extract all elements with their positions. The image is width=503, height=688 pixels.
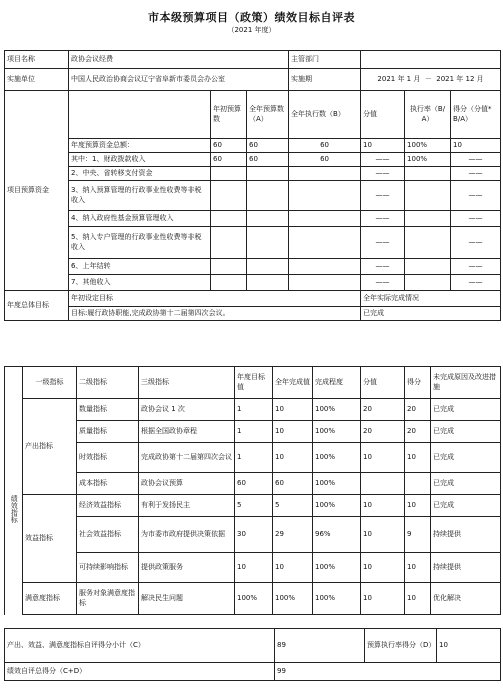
funds-row — [5, 167, 501, 181]
goal-actual-header: 全年实际完成情况 — [361, 291, 501, 307]
row-actual: 10 — [273, 443, 313, 473]
row-reason: 已完成 — [431, 473, 501, 495]
project-name-label: 项目名称 — [5, 51, 69, 69]
period-value — [361, 69, 501, 91]
row-result: 20 — [405, 421, 431, 443]
funds-row-label: 其中：1、财政拨款收入 — [69, 153, 211, 167]
funds-row-full-year — [247, 211, 289, 227]
funds-row-rate: 100% — [405, 139, 451, 153]
goal-planned-value: 目标:履行政协职能,完成政协第十二届第四次会议。 — [69, 307, 361, 321]
funds-row-score: —— — [361, 227, 405, 259]
unit-value: 中国人民政治协商会议辽宁省阜新市委员会办公室 — [69, 69, 289, 91]
row-actual: 10 — [273, 553, 313, 583]
funds-row-label: 5、纳入专户管理的行政事业性收费等非税收入 — [69, 227, 211, 259]
funds-row-label: 4、纳入政府性基金预算管理收入 — [69, 211, 211, 227]
indicator-row — [5, 421, 501, 443]
row-actual: 10 — [273, 421, 313, 443]
row-target: 100% — [235, 583, 273, 615]
funds-row-full-year: 60 — [247, 153, 289, 167]
row-score: 10 — [361, 583, 405, 615]
funds-row-score: —— — [361, 211, 405, 227]
row-reason: 已完成 — [431, 421, 501, 443]
subtotal-label: 产出、效益、满意度指标自评得分小计（C） — [5, 629, 275, 663]
funds-row-initial — [211, 275, 247, 291]
funds-row-result: —— — [451, 275, 501, 291]
funds-row-initial — [211, 181, 247, 211]
row-target: 10 — [235, 553, 273, 583]
funds-row-executed: 60 — [289, 153, 361, 167]
final-score-label: 绩效自评总得分（C+D） — [5, 663, 275, 681]
funds-row — [5, 275, 501, 291]
project-name-value: 政协会议经费 — [69, 51, 289, 69]
funds-row-full-year — [247, 275, 289, 291]
row-score — [361, 473, 405, 495]
row-degree: 100% — [313, 443, 361, 473]
period-end: 2021 年 12 月 — [436, 74, 484, 83]
row-level2: 质量指标 — [77, 421, 139, 443]
row-result: 9 — [405, 517, 431, 553]
funds-row-result: —— — [451, 153, 501, 167]
funds-row-executed — [289, 259, 361, 275]
ind-header-target: 年度目标值 — [235, 367, 273, 399]
row-level2: 时效指标 — [77, 443, 139, 473]
ind-header-result: 得分 — [405, 367, 431, 399]
funds-row-result: —— — [451, 181, 501, 211]
funds-row-label: 3、纳入预算管理的行政事业性收费等非税收入 — [69, 181, 211, 211]
funds-row-initial — [211, 211, 247, 227]
funds-row-executed — [289, 275, 361, 291]
funds-row-score: —— — [361, 153, 405, 167]
funds-row-executed — [289, 167, 361, 181]
dept-value — [361, 51, 501, 69]
row-reason: 持续提供 — [431, 553, 501, 583]
indicator-row — [5, 583, 501, 615]
funds-row-full-year: 60 — [247, 139, 289, 153]
header-result: 得分（分值*B/A） — [451, 91, 501, 139]
ind-header-level1: 一级指标 — [23, 367, 77, 399]
row-target: 1 — [235, 443, 273, 473]
level1-benefit: 效益指标 — [23, 495, 77, 583]
ind-header-score: 分值 — [361, 367, 405, 399]
row-target: 60 — [235, 473, 273, 495]
row-degree: 100% — [313, 495, 361, 517]
funds-row-initial — [211, 167, 247, 181]
row-level2: 可持续影响指标 — [77, 553, 139, 583]
goal-label: 年度总体目标 — [5, 291, 69, 321]
indicator-row — [5, 495, 501, 517]
row-level3: 政协会议 1 次 — [139, 399, 235, 421]
row-level3: 政协会议预算 — [139, 473, 235, 495]
funds-section-label: 项目预算资金 — [5, 91, 69, 291]
unit-label: 实施单位 — [5, 69, 69, 91]
period-separator: － — [424, 74, 432, 83]
row-level2: 成本指标 — [77, 473, 139, 495]
dept-label: 主管部门 — [289, 51, 361, 69]
totals-table — [4, 628, 501, 681]
row-reason: 持续提供 — [431, 517, 501, 553]
ind-header-actual: 全年完成值 — [273, 367, 313, 399]
row-actual: 60 — [273, 473, 313, 495]
funds-row-executed — [289, 181, 361, 211]
final-score-value: 99 — [275, 663, 501, 681]
period-start: 2021 年 1 月 — [377, 74, 421, 83]
row-reason: 已完成 — [431, 495, 501, 517]
header-rate: 执行率（B/A） — [405, 91, 451, 139]
row-level2: 数量指标 — [77, 399, 139, 421]
funds-row — [5, 181, 501, 211]
funds-row — [5, 259, 501, 275]
row-result — [405, 473, 431, 495]
document-title: 市本级预算项目（政策）绩效目标自评表 — [148, 11, 355, 24]
row-result: 10 — [405, 583, 431, 615]
indicators-side-label — [5, 367, 23, 615]
funds-row-full-year — [247, 259, 289, 275]
row-score: 20 — [361, 421, 405, 443]
row-result: 20 — [405, 399, 431, 421]
funds-row — [5, 153, 501, 167]
funds-row-result: —— — [451, 167, 501, 181]
indicators-table — [4, 366, 501, 615]
funds-row-initial: 60 — [211, 139, 247, 153]
goal-actual-value: 已完成 — [361, 307, 501, 321]
funds-row-result: —— — [451, 259, 501, 275]
row-target: 5 — [235, 495, 273, 517]
funds-row-score: 10 — [361, 139, 405, 153]
row-level3: 提供政策服务 — [139, 553, 235, 583]
funds-row-initial: 60 — [211, 153, 247, 167]
funds-row-result: —— — [451, 211, 501, 227]
ind-header-level3: 三级指标 — [139, 367, 235, 399]
funds-header-blank — [69, 91, 211, 139]
ind-header-reason: 未完成原因及改进措施 — [431, 367, 501, 399]
level1-output: 产出指标 — [23, 399, 77, 495]
funds-row-rate — [405, 181, 451, 211]
goal-planned-header: 年初设定目标 — [69, 291, 361, 307]
row-result: 10 — [405, 553, 431, 583]
header-executed: 全年执行数（B） — [289, 91, 361, 139]
funds-row-full-year — [247, 167, 289, 181]
funds-row-result: —— — [451, 227, 501, 259]
indicator-row — [5, 399, 501, 421]
funds-row-rate — [405, 259, 451, 275]
row-degree: 100% — [313, 583, 361, 615]
funds-row-label: 7、其他收入 — [69, 275, 211, 291]
funds-row-rate: 100% — [405, 153, 451, 167]
funds-row-executed — [289, 227, 361, 259]
header-initial: 年初预算数 — [211, 91, 247, 139]
row-level2: 服务对象满意度指标 — [77, 583, 139, 615]
funds-row-rate — [405, 227, 451, 259]
row-score: 10 — [361, 495, 405, 517]
document-subtitle: （2021 年度） — [227, 26, 276, 34]
row-actual: 10 — [273, 399, 313, 421]
row-level3: 完成政协第十二届第四次会议 — [139, 443, 235, 473]
row-actual: 29 — [273, 517, 313, 553]
row-actual: 100% — [273, 583, 313, 615]
funds-row — [5, 139, 501, 153]
header-score: 分值 — [361, 91, 405, 139]
funds-row — [5, 211, 501, 227]
funds-row-rate — [405, 275, 451, 291]
funds-row-full-year — [247, 227, 289, 259]
row-target: 1 — [235, 399, 273, 421]
budget-score-value: 10 — [437, 629, 501, 663]
row-degree: 100% — [313, 553, 361, 583]
info-funds-table — [4, 50, 501, 321]
indicator-row — [5, 553, 501, 583]
row-score: 20 — [361, 399, 405, 421]
row-level3: 根据全国政协章程 — [139, 421, 235, 443]
funds-row-executed: 60 — [289, 139, 361, 153]
funds-row — [5, 227, 501, 259]
period-label: 实施期 — [289, 69, 361, 91]
row-level3: 有利于发扬民主 — [139, 495, 235, 517]
row-level2: 经济效益指标 — [77, 495, 139, 517]
funds-row-score: —— — [361, 275, 405, 291]
indicator-row — [5, 443, 501, 473]
row-actual: 5 — [273, 495, 313, 517]
subtotal-value: 89 — [275, 629, 365, 663]
row-score: 10 — [361, 443, 405, 473]
row-score: 10 — [361, 517, 405, 553]
row-level3: 为市委市政府提供决策依据 — [139, 517, 235, 553]
funds-row-rate — [405, 167, 451, 181]
ind-header-degree: 完成程度 — [313, 367, 361, 399]
row-level2: 社会效益指标 — [77, 517, 139, 553]
row-result: 10 — [405, 495, 431, 517]
funds-row-score: —— — [361, 167, 405, 181]
row-degree: 96% — [313, 517, 361, 553]
funds-row-label: 6、上年结转 — [69, 259, 211, 275]
budget-score-label: 预算执行率得分（D） — [365, 629, 437, 663]
row-degree: 100% — [313, 399, 361, 421]
funds-row-result: 10 — [451, 139, 501, 153]
row-reason: 已完成 — [431, 399, 501, 421]
funds-row-full-year — [247, 181, 289, 211]
funds-row-label: 2、中央、省转移支付资金 — [69, 167, 211, 181]
row-reason: 优化解决 — [431, 583, 501, 615]
row-level3: 解决民生问题 — [139, 583, 235, 615]
row-reason: 已完成 — [431, 443, 501, 473]
level1-satisfaction: 满意度指标 — [23, 583, 77, 615]
row-score: 10 — [361, 553, 405, 583]
row-target: 30 — [235, 517, 273, 553]
funds-row-executed — [289, 211, 361, 227]
funds-row-score: —— — [361, 181, 405, 211]
row-degree: 100% — [313, 421, 361, 443]
indicators-side-text: 绩效指标 — [10, 494, 19, 523]
ind-header-level2: 二级指标 — [77, 367, 139, 399]
funds-row-initial — [211, 227, 247, 259]
funds-row-score: —— — [361, 259, 405, 275]
funds-row-label: 年度预算资金总额： — [69, 139, 211, 153]
row-result: 10 — [405, 443, 431, 473]
funds-row-initial — [211, 259, 247, 275]
header-full-year: 全年预算数（A） — [247, 91, 289, 139]
funds-row-rate — [405, 211, 451, 227]
row-degree: 100% — [313, 473, 361, 495]
indicator-row — [5, 517, 501, 553]
indicator-row — [5, 473, 501, 495]
row-target: 1 — [235, 421, 273, 443]
